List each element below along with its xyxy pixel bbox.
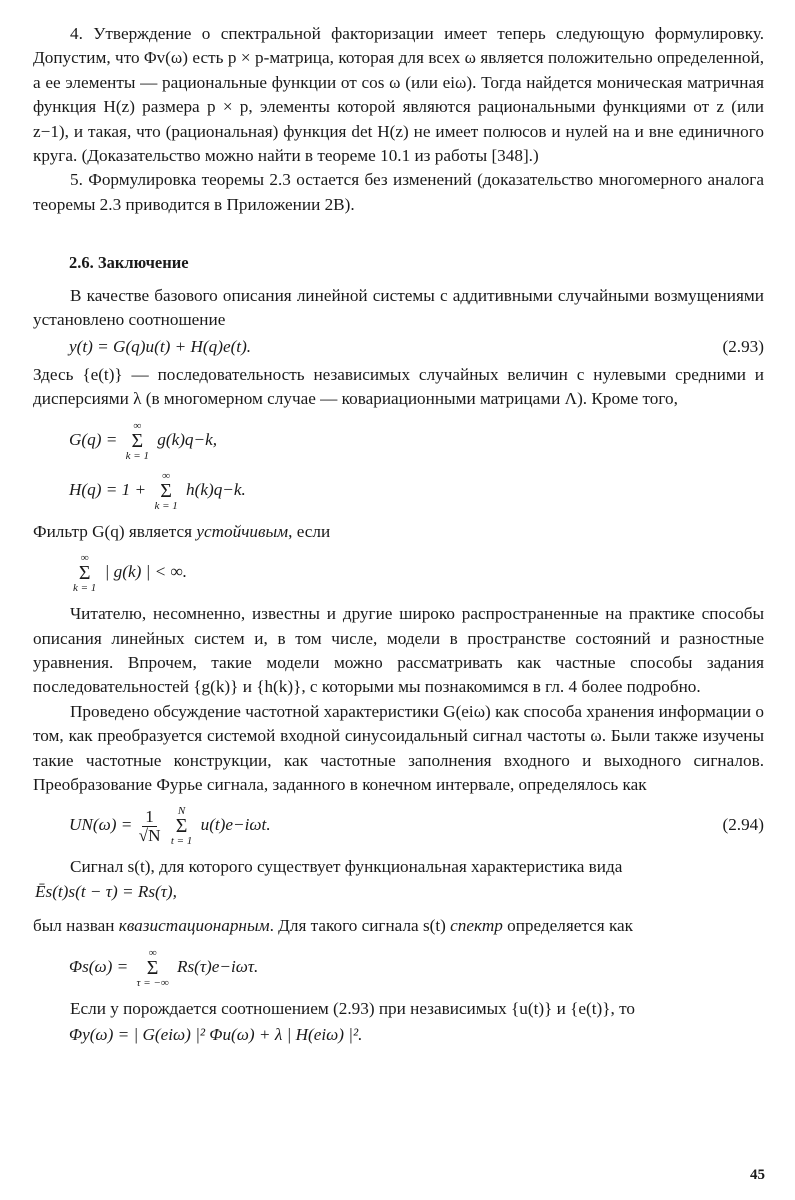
paragraph-quasistationary: был назван квазистационарным. Для такого сигнала s(t) спектр определяется как bbox=[33, 916, 634, 936]
paragraph-other-models: Читателю, несомненно, известны и другие широко распространенные на практике способы описания линейных систем и, в том числе, модели в пространстве состояний и разностные уравнения. Впрочем, такие модели можно рассматривать как частные способы задания последовательностей {g(k)} и {h(k)}, с которыми мы познакомимся в гл. 4 более подробно. bbox=[33, 604, 764, 697]
equation-G-rhs: g(k)q−k, bbox=[157, 429, 218, 449]
paragraph-theorem-2-3: 5. Формулировка теоремы 2.3 остается без изменений (доказательство многомерного аналога теоремы 2.3 приводится в Приложении 2В). bbox=[33, 170, 764, 214]
equation-2-93 bbox=[69, 335, 764, 359]
page-number: 45 bbox=[750, 1167, 765, 1183]
fraction: $\frac{1}{√N}$ bbox=[138, 806, 161, 845]
equation-G-lhs: G(q) = bbox=[69, 429, 118, 449]
sum-symbol: ∞ Σ k = 1 bbox=[73, 552, 97, 595]
section-heading: 2.6. Заключение bbox=[69, 253, 189, 273]
equation-2-93-number: (2.93) bbox=[722, 337, 764, 357]
sum-symbol: ∞ Σ τ = −∞ bbox=[136, 946, 169, 989]
equation-2-94-rhs: u(t)e−iωt. bbox=[200, 815, 271, 835]
sum-symbol: ∞ Σ k = 1 bbox=[125, 419, 149, 462]
paragraph-noise-sequence: Здесь {e(t)} — последовательность независимых случайных величин с нулевыми средними и дисперсиями λ (в многомерном случае — ковариационными матрицами Λ). Кроме того, bbox=[33, 364, 764, 409]
equation-stability-rhs: | g(k) | < ∞. bbox=[104, 562, 188, 582]
equation-H bbox=[69, 470, 764, 512]
equation-output-spectrum: Φy(ω) = | G(eiω) |² Φu(ω) + λ | H(eiω) |². bbox=[69, 1024, 363, 1044]
equation-2-94-lhs: UN(ω) = bbox=[69, 815, 133, 835]
equation-2-93-formula: y(t) = G(q)u(t) + H(q)e(t). bbox=[69, 337, 252, 357]
paragraph-output-spectrum: Если y порождается соотношением (2.93) при независимых {u(t)} и {e(t)}, то bbox=[70, 998, 635, 1018]
equation-2-94 bbox=[69, 805, 764, 847]
paragraph-stable-filter: Фильтр G(q) является устойчивым, если bbox=[33, 521, 331, 541]
equation-G bbox=[69, 420, 764, 462]
term-quasistationary: квазистационарным bbox=[118, 916, 270, 936]
paragraph-frequency-response: Проведено обсуждение частотной характеристики G(eiω) как способа хранения информации о том, как преобразуется системой входной синусоидальный сигнал частоты ω. Были также изучены такие частотные конструкции, как частотные заполнения входного и выходного сигналов. Преобразование Фурье сигнала, заданного в конечном интервале, определялось как bbox=[33, 701, 764, 794]
paragraph-spectral-factorization: 4. Утверждение о спектральной факторизации имеет теперь следующую формулировку. Допустим, что Φv(ω) есть p × p-матрица, которая для всех ω является положительно определенной, а ее элементы — рациональные функции от cos ω (или eiω). Тогда найдется моническая матричная функция H(z) размера p × p, элементы которой являются рациональными функциями от z (или z−1), и такая, что (рациональная) функция det H(z) не имеет полюсов и нулей на и вне единичного круга. (Доказательство можно найти в теореме 10.1 из работы [348].) bbox=[33, 24, 764, 166]
equation-2-94-number: (2.94) bbox=[722, 815, 764, 835]
paragraph-signal-s: Сигнал s(t), для которого существует функциональная характеристика вида bbox=[70, 857, 623, 877]
paragraph-base-description: В качестве базового описания линейной системы с аддитивными случайными возмущениями установлено соотношение bbox=[33, 285, 764, 330]
equation-H-rhs: h(k)q−k. bbox=[186, 479, 246, 499]
equation-spectrum bbox=[69, 947, 764, 989]
term-stable: устойчивым bbox=[196, 521, 289, 541]
sum-symbol: N Σ t = 1 bbox=[170, 805, 193, 848]
equation-H-lhs: H(q) = 1 + bbox=[69, 479, 147, 499]
equation-spectrum-lhs: Φs(ω) = bbox=[69, 956, 129, 976]
equation-spectrum-rhs: Rs(τ)e−iωτ. bbox=[176, 956, 259, 976]
equation-covariance: Ēs(t)s(t − τ) = Rs(τ), bbox=[35, 881, 177, 901]
equation-stability bbox=[69, 552, 764, 594]
term-spectrum: спектр bbox=[450, 916, 503, 936]
sum-symbol: ∞ Σ k = 1 bbox=[154, 469, 178, 512]
page-body bbox=[33, 22, 764, 1047]
